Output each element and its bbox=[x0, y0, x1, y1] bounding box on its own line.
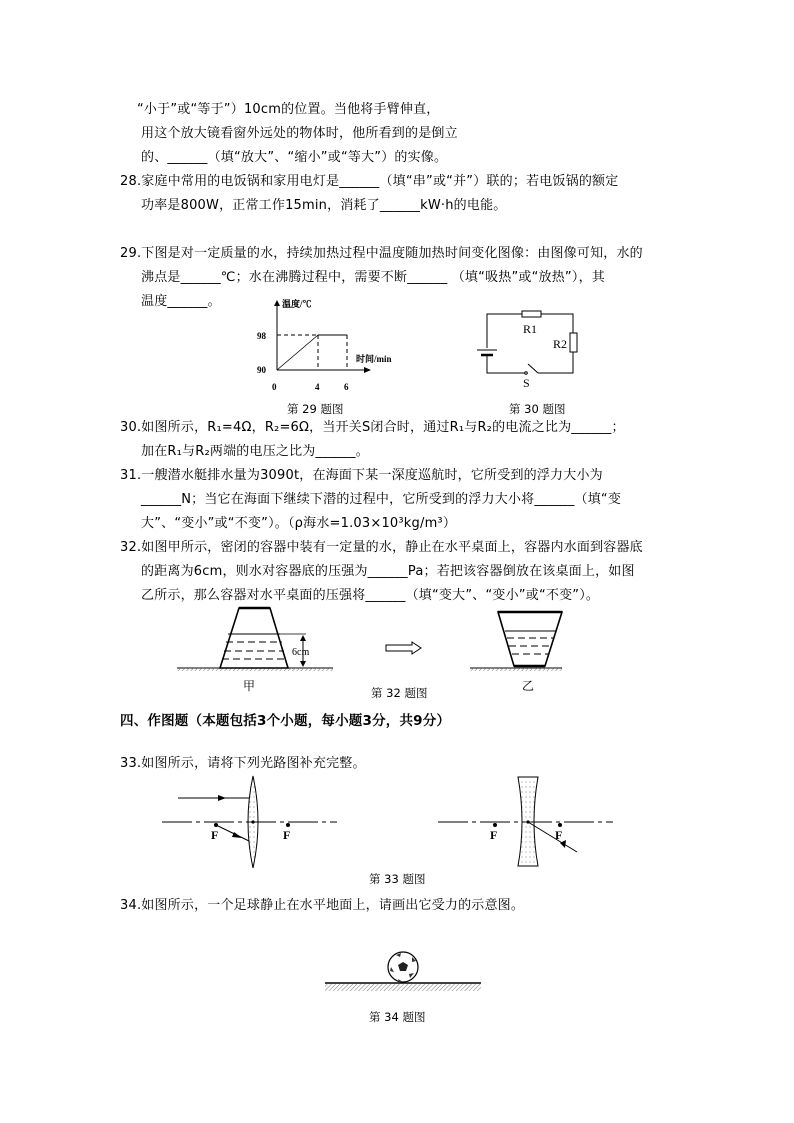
q33-line: 33.如图所示，请将下列光路图补充完整。 bbox=[120, 756, 366, 771]
fig29-tick-90: 90 bbox=[257, 365, 266, 375]
focal-point-label: F bbox=[555, 828, 563, 842]
section-heading: 四、作图题（本题包括3个小题，每小题3分，共9分） bbox=[120, 713, 451, 729]
fig30-caption: 第 30 题图 bbox=[509, 402, 566, 416]
switch-s bbox=[528, 364, 538, 373]
fig34-caption: 第 34 题图 bbox=[369, 1010, 426, 1024]
fig29-tick-4: 4 bbox=[315, 382, 320, 392]
resistor-r2 bbox=[570, 333, 577, 352]
q27-line-1: “小于”或“等于”）10cm的位置。当他将手臂伸直， bbox=[137, 102, 440, 117]
q28-line-2: 功率是800W，正常工作15min，消耗了______kW·h的电能。 bbox=[141, 198, 507, 213]
fig29-xlabel: 时间/min bbox=[356, 354, 392, 364]
arrow-right-icon bbox=[386, 642, 421, 654]
q28-line-1: 28.家庭中常用的电饭锅和家用电灯是______（填“串”或“并”）联的；若电饭锅的额定 bbox=[120, 174, 619, 189]
fig33-caption: 第 33 题图 bbox=[369, 872, 426, 886]
fig29-ylabel: 温度/℃ bbox=[282, 299, 312, 309]
fig32-caption: 第 32 题图 bbox=[371, 686, 428, 700]
fig29-tick-6: 6 bbox=[344, 382, 349, 392]
q31-line-2: ______N；当它在海面下继续下潜的过程中，它所受到的浮力大小将______（填“变 bbox=[141, 492, 622, 507]
q31-line-1: 31.一艘潜水艇排水量为3090t，在海面下某一深度巡航时，它所受到的浮力大小为 bbox=[120, 468, 603, 483]
q32-line-1: 32.如图甲所示，密闭的容器中装有一定量的水，静止在水平桌面上，容器内水面到容器底 bbox=[120, 540, 643, 555]
focal-point-label: F bbox=[490, 828, 498, 842]
fig30-r1-label: R1 bbox=[523, 322, 538, 336]
fig30-r2-label: R2 bbox=[553, 337, 568, 351]
q34-line: 34.如图所示，一个足球静止在水平地面上，请画出它受力的示意图。 bbox=[120, 898, 525, 913]
q29-line-1: 29.下图是对一定质量的水，持续加热过程中温度随加热时间变化图像：由图像可知，水的 bbox=[120, 246, 643, 261]
focal-point-label: F bbox=[211, 828, 219, 842]
container-yi bbox=[498, 612, 562, 666]
q31-line-3: 大”、“变小”或“不变”）。（ρ海水=1.03×10³kg/m³） bbox=[141, 516, 457, 531]
q27-line-2: 用这个放大镜看窗外远处的物体时，他所看到的是倒立 bbox=[141, 126, 458, 141]
fig32-yi-label: 乙 bbox=[522, 679, 535, 693]
fig30-s-label: S bbox=[523, 376, 530, 390]
fig29-temperature-graph bbox=[257, 298, 392, 392]
q27-line-3: 的、______（填“放大”、“缩小”或“等大”）的实像。 bbox=[141, 150, 448, 165]
q30-line-2: 加在R₁与R₂两端的电压之比为______。 bbox=[141, 444, 369, 459]
fig29-tick-98: 98 bbox=[257, 331, 266, 341]
fig34-football-on-ground bbox=[325, 952, 481, 991]
q29-line-3: 温度______。 bbox=[141, 294, 221, 309]
fig33-concave-lens bbox=[438, 777, 613, 866]
q32-line-3: 乙所示，那么容器对水平桌面的压强将______（填“变大”、“变小”或“不变”）。 bbox=[141, 588, 600, 603]
q30-line-1: 30.如图所示，R₁=4Ω，R₂=6Ω，当开关S闭合时，通过R₁与R₂的电流之比为______； bbox=[120, 420, 625, 435]
fig30-circuit bbox=[477, 311, 577, 390]
fig32-jia-label: 甲 bbox=[243, 679, 256, 693]
fig32-depth-label: 6cm bbox=[292, 647, 310, 658]
fig29-caption: 第 29 题图 bbox=[287, 402, 344, 416]
fig32-containers bbox=[177, 608, 562, 693]
q32-line-2: 的距离为6cm，则水对容器底的压强为______Pa；若把该容器倒放在该桌面上，如图 bbox=[141, 564, 635, 579]
q29-line-2: 沸点是______℃；水在沸腾过程中，需要不断______ （填“吸热”或“放热”），其 bbox=[141, 270, 605, 285]
resistor-r1 bbox=[522, 311, 541, 317]
fig29-tick-0: 0 bbox=[272, 382, 277, 392]
focal-point-label: F bbox=[283, 828, 291, 842]
fig33-convex-lens bbox=[162, 776, 337, 868]
